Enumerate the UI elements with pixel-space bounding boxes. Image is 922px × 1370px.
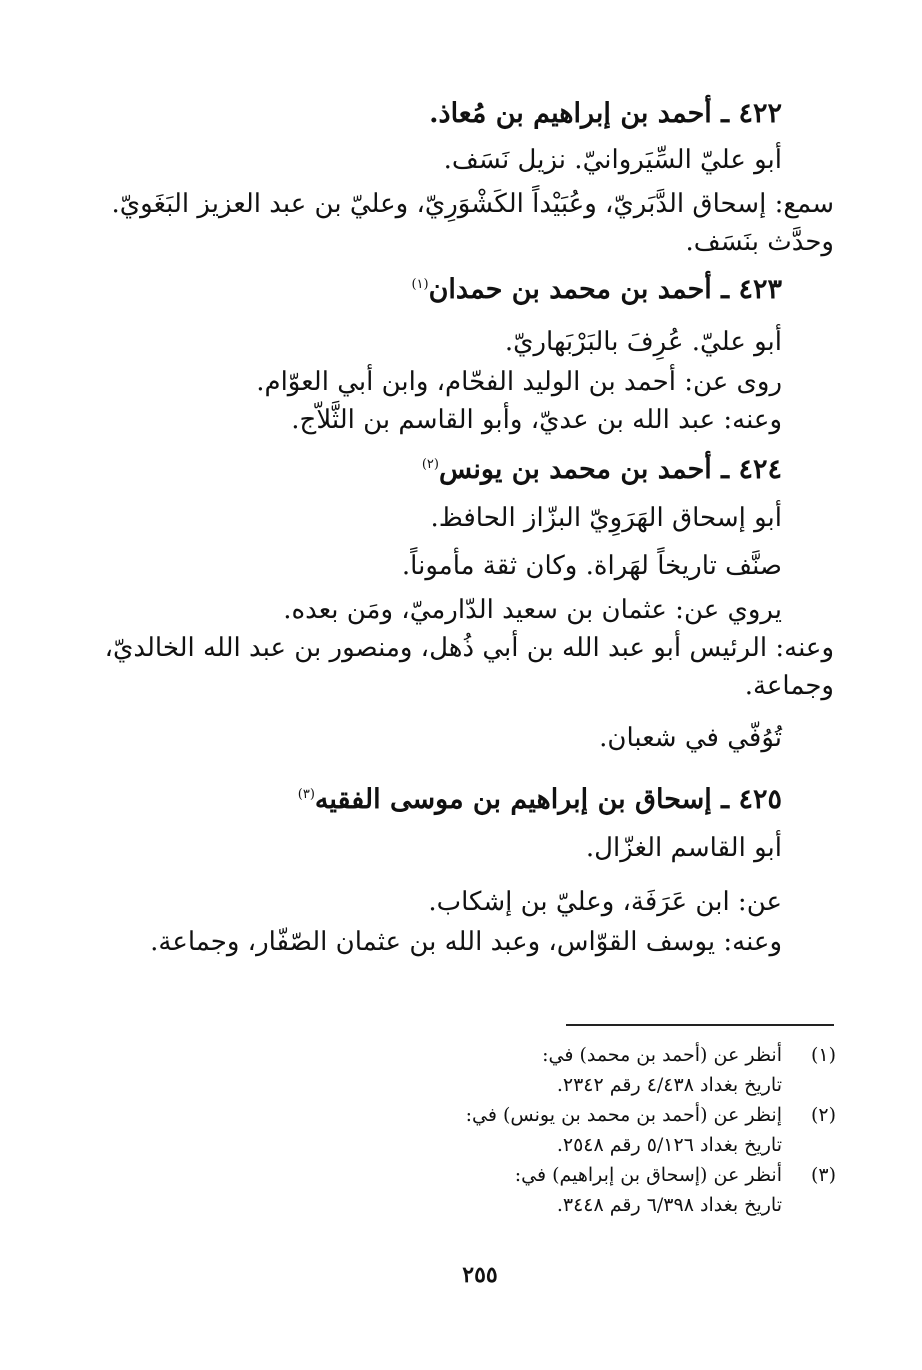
footnote-1-ref — [0, 1070, 922, 1100]
footnote-3-line1: أنظر عن (إسحاق بن إبراهيم) في: — [514, 1164, 782, 1186]
entry-424-heading — [422, 450, 782, 490]
footnote-ref-2: (٢) — [421, 457, 439, 472]
page-number: ٢٥٥ — [462, 1262, 498, 1288]
entry-424-works: صنَّف تاريخاً لهَراة. وكان ثقة مأموناً. — [401, 551, 782, 581]
footnote-1 — [0, 1040, 922, 1070]
footnote-3 — [0, 1160, 922, 1190]
entry-422-heading: ٤٢٢ ـ أحمد بن إبراهيم بن مُعاذ. — [429, 98, 782, 129]
entry-425-kunya: أبو القاسم الغزّال. — [585, 833, 782, 863]
entry-425-teachers: عن: ابن عَرَفَة، وعليّ بن إشكاب. — [428, 887, 782, 917]
footnote-2-number: (٢) — [810, 1104, 836, 1126]
footnote-separator — [566, 1024, 834, 1026]
entry-423-title: ٤٢٣ ـ أحمد بن محمد بن حمدان — [428, 274, 782, 305]
entry-424-title: ٤٢٤ ـ أحمد بن محمد بن يونس — [438, 454, 782, 485]
entry-424-kunya: أبو إسحاق الهَرَوِيّ البزّاز الحافظ. — [430, 503, 782, 533]
entry-424-students-cont: وجماعة. — [744, 671, 834, 701]
footnote-3-ref — [0, 1190, 922, 1220]
footnote-1-number: (١) — [810, 1044, 836, 1066]
footnote-2-line1: إنظر عن (أحمد بن محمد بن يونس) في: — [465, 1104, 782, 1126]
footnote-3-number: (٣) — [810, 1164, 836, 1186]
entry-425-students: وعنه: يوسف القوّاس، وعبد الله بن عثمان الصّفّار، وجماعة. — [150, 927, 782, 957]
entry-423-teachers: روى عن: أحمد بن الوليد الفحّام، وابن أبي العوّام. — [256, 367, 782, 397]
entry-422-kunya: أبو عليّ السِّيَروانيّ. نزيل نَسَف. — [443, 145, 782, 175]
entry-423-heading — [411, 270, 782, 310]
footnote-2-ref — [0, 1130, 922, 1160]
footnote-2 — [0, 1100, 922, 1130]
footnote-1-line2: تاريخ بغداد ٤/٤٣٨ رقم ٢٣٤٢. — [556, 1074, 782, 1096]
entry-425-heading — [298, 780, 782, 820]
entry-422-narration: وحدَّث بنَسَف. — [685, 227, 834, 257]
footnote-2-line2: تاريخ بغداد ٥/١٢٦ رقم ٢٥٤٨. — [556, 1134, 782, 1156]
entry-425-title: ٤٢٥ ـ إسحاق بن إبراهيم بن موسى الفقيه — [314, 784, 782, 815]
footnote-3-line2: تاريخ بغداد ٦/٣٩٨ رقم ٣٤٤٨. — [556, 1194, 782, 1216]
footnote-1-line1: أنظر عن (أحمد بن محمد) في: — [542, 1044, 782, 1066]
entry-423-kunya: أبو عليّ. عُرِفَ بالبَرْبَهاريّ. — [504, 327, 782, 357]
footnote-ref-1: (١) — [411, 277, 429, 292]
entry-424-students: وعنه: الرئيس أبو عبد الله بن أبي ذُهل، ومنصور بن عبد الله الخالديّ، — [104, 633, 834, 663]
footnote-ref-3: (٣) — [297, 787, 315, 802]
entry-424-death: تُوُفّي في شعبان. — [599, 723, 782, 753]
entry-423-students: وعنه: عبد الله بن عديّ، وأبو القاسم بن الثَّلاّج. — [291, 405, 782, 435]
entry-422-teachers: سمع: إسحاق الدَّبَريّ، وعُبَيْداً الكَشْوَرِيّ، وعليّ بن عبد العزيز البَغَويّ. — [111, 189, 834, 219]
entry-424-teachers: يروي عن: عثمان بن سعيد الدّارميّ، ومَن بعده. — [283, 595, 782, 625]
